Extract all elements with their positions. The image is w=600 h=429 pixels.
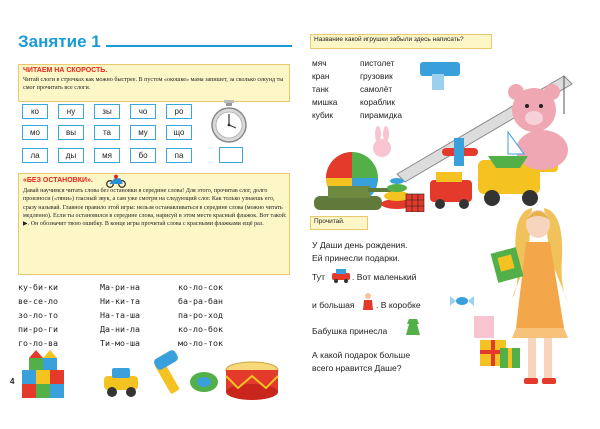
word-item: зо-ло-то bbox=[18, 310, 58, 320]
doll-picture-icon bbox=[362, 292, 374, 312]
toy-word: танк bbox=[312, 84, 329, 94]
story-line: . В коробке bbox=[376, 300, 421, 310]
title-rule bbox=[106, 45, 292, 47]
word-item: ба-ра-бан bbox=[178, 296, 223, 306]
toy-question: Название какой игрушки забыли здесь написать? bbox=[314, 36, 464, 43]
toy-word: мяч bbox=[312, 58, 327, 68]
word-item: ко-ло-бок bbox=[178, 324, 223, 334]
syllable-cell: мя bbox=[94, 148, 120, 163]
word-item: мо-ло-ток bbox=[178, 338, 223, 348]
word-item: Ма-ри-на bbox=[100, 282, 140, 292]
toy-word: пистолет bbox=[360, 58, 395, 68]
toy-word: кораблик bbox=[360, 97, 396, 107]
syllable-cell: ла bbox=[22, 148, 48, 163]
syllable-cell: ну bbox=[58, 104, 84, 119]
word-item: го-ло-ва bbox=[18, 338, 58, 348]
story-line: . Вот маленький bbox=[352, 272, 417, 282]
girl-illustration bbox=[472, 198, 592, 398]
page-number: 4 bbox=[10, 377, 15, 386]
time-answer-box[interactable] bbox=[219, 147, 243, 163]
read-label-box bbox=[310, 216, 368, 230]
syllable-cell: чо bbox=[130, 104, 156, 119]
syllable-cell: зы bbox=[94, 104, 120, 119]
right-page bbox=[302, 22, 594, 422]
syllable-cell: па bbox=[166, 148, 192, 163]
word-item: ве-се-ло bbox=[18, 296, 58, 306]
syllable-cell: мо bbox=[22, 125, 48, 140]
toy-word: пирамидка bbox=[360, 110, 402, 120]
speed-reading-box bbox=[18, 64, 290, 102]
word-item: пи-ро-ги bbox=[18, 324, 58, 334]
word-item: Да-ни-ла bbox=[100, 324, 140, 334]
story-line: всего нравится Даше? bbox=[312, 363, 402, 373]
stopwatch-icon bbox=[209, 100, 249, 144]
syllable-cell: ро bbox=[166, 104, 192, 119]
toys-illustration bbox=[16, 348, 292, 406]
read-label: Прочитай. bbox=[314, 218, 345, 225]
syllable-cell: бо bbox=[130, 148, 156, 163]
lesson-title: Занятие 1 bbox=[18, 32, 101, 51]
nonstop-reading-text: Давай научимся читать слова без остановки в середине слова! Для этого, прочитав слог, долго произноси («тяни») гласный звук, а сам уже смотри на следующий слог. Как только узнаешь его, сразу называй. Главное правило этой игры: нельзя останавливаться в середине слова (можно читать медленно). Если ты остановился в середине слова, нарисуй в этом месте красный флажок. Вот такой: ▶. Он обозначит твою ошибку. В конце игры прочитай слова с красными флажками ещё раз. bbox=[23, 188, 287, 228]
speed-reading-heading: ЧИТАЕМ НА СКОРОСТЬ. bbox=[23, 67, 108, 74]
syllable-cell: ды bbox=[58, 148, 84, 163]
toy-car-picture-icon bbox=[330, 267, 352, 283]
syllable-cell: вы bbox=[58, 125, 84, 140]
question-box bbox=[310, 34, 492, 49]
candy-picture-icon bbox=[450, 294, 474, 308]
speed-reading-text: Читай слоги в строчках как можно быстрее. В пустом «окошке» мама запишет, за сколько секунд ты смог прочитать все слоги. bbox=[23, 77, 284, 92]
word-item: На-та-ша bbox=[100, 310, 140, 320]
syllable-cell: му bbox=[130, 125, 156, 140]
syllable-cell: що bbox=[166, 125, 192, 140]
nonstop-reading-box bbox=[18, 173, 290, 275]
toy-word: кубик bbox=[312, 110, 333, 120]
story-line: Ей принесли подарки. bbox=[312, 253, 400, 263]
left-page bbox=[6, 22, 298, 422]
motorcycle-icon bbox=[105, 174, 127, 188]
dress-picture-icon bbox=[404, 318, 422, 336]
toy-word: грузовик bbox=[360, 71, 393, 81]
syllable-cell: ко bbox=[22, 104, 48, 119]
word-item: па-ро-ход bbox=[178, 310, 223, 320]
word-item: ко-ло-сок bbox=[178, 282, 223, 292]
toy-pile-illustration bbox=[302, 56, 594, 212]
toy-word: мишка bbox=[312, 97, 338, 107]
word-item: Ни-ки-та bbox=[100, 296, 140, 306]
story-line: и большая bbox=[312, 300, 355, 310]
story-line: Бабушка принесла bbox=[312, 326, 388, 336]
syllable-cell: та bbox=[94, 125, 120, 140]
word-item: Ти-мо-ша bbox=[100, 338, 140, 348]
toy-word: кран bbox=[312, 71, 330, 81]
toy-word: самолёт bbox=[360, 84, 393, 94]
story-line: У Даши день рождения. bbox=[312, 240, 408, 250]
word-item: ку-би-ки bbox=[18, 282, 58, 292]
nonstop-reading-heading: «БЕЗ ОСТАНОВКИ». bbox=[23, 177, 93, 184]
story-line: А какой подарок больше bbox=[312, 350, 411, 360]
story-line: Тут bbox=[312, 272, 325, 282]
